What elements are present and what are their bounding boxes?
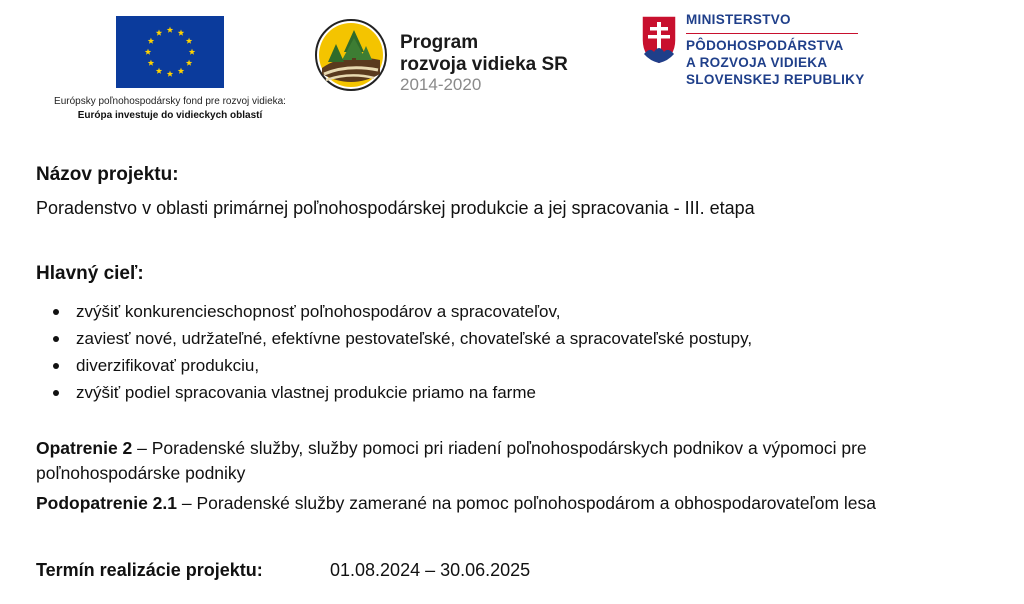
term-value: 01.08.2024 – 30.06.2025 — [330, 560, 531, 580]
measure-label: Opatrenie 2 — [36, 438, 133, 458]
prv-title-line2: rozvoja vidieka SR — [400, 54, 568, 75]
project-name: Poradenstvo v oblasti primárnej poľnohospodárskej produkcie a jej spracovania - III. etapa — [36, 198, 755, 218]
eu-star-icon — [156, 30, 162, 36]
eu-stars-icon — [116, 16, 224, 88]
term-label: Termín realizácie projektu: — [36, 560, 263, 580]
eu-star-icon — [178, 30, 184, 36]
eu-star-icon — [167, 27, 173, 33]
goal-text: diverzifikovať produkciu, — [76, 356, 260, 375]
logo-header — [0, 0, 1024, 130]
goal-list — [36, 298, 752, 406]
eu-flag-logo — [116, 16, 224, 88]
eu-star-icon — [156, 68, 162, 74]
eu-star-icon — [189, 49, 195, 55]
project-term — [36, 560, 531, 581]
eu-star-icon — [148, 38, 154, 44]
bullet-icon — [53, 390, 59, 396]
bullet-icon — [53, 336, 59, 342]
list-item — [36, 352, 752, 379]
list-item — [36, 298, 752, 325]
goal-text: zvýšiť konkurencieschopnosť poľnohospodárov a spracovateľov, — [76, 302, 561, 321]
eu-star-icon — [178, 68, 184, 74]
ministry-line4: SLOVENSKEJ REPUBLIKY — [686, 72, 865, 87]
ministry-line1: MINISTERSTVO — [686, 12, 791, 27]
submeasure-label: Podopatrenie 2.1 — [36, 493, 178, 513]
slovak-coat-of-arms-icon — [640, 14, 678, 66]
project-name-label: Názov projektu: — [36, 164, 179, 185]
measure-paragraph — [36, 436, 996, 486]
eu-star-icon — [186, 60, 192, 66]
ministry-line2: PÔDOHOSPODÁRSTVA — [686, 38, 844, 53]
bullet-icon — [53, 309, 59, 315]
main-goal-label: Hlavný cieľ: — [36, 263, 144, 284]
prv-logo-icon — [314, 18, 388, 92]
goal-text: zaviesť nové, udržateľné, efektívne pestovateľské, chovateľské a spracovateľské postupy, — [76, 329, 753, 348]
eu-star-icon — [167, 71, 173, 77]
prv-title-line1: Program — [400, 32, 479, 53]
eu-caption-line2: Európa investuje do vidieckych oblastí — [77, 110, 263, 121]
submeasure-text: – Poradenské služby zamerané na pomoc poľnohospodárom a obhospodarovateľom lesa — [177, 493, 876, 513]
ministry-divider — [686, 33, 858, 34]
list-item — [36, 325, 752, 352]
goal-text: zvýšiť podiel spracovania vlastnej produkcie priamo na farme — [76, 383, 536, 402]
prv-years: 2014-2020 — [400, 75, 482, 94]
ministry-line3: A ROZVOJA VIDIEKA — [686, 55, 828, 70]
submeasure-paragraph — [36, 493, 996, 514]
measure-text: – Poradenské služby, služby pomoci pri riadení poľnohospodárskych podnikov a výpomoci pre poľnohospodárske podniky — [36, 438, 867, 483]
eu-caption-line1: Európsky poľnohospodársky fond pre rozvoj vidieka: — [54, 96, 286, 107]
eu-star-icon — [145, 49, 151, 55]
eu-star-icon — [186, 38, 192, 44]
list-item — [36, 379, 752, 406]
eu-star-icon — [148, 60, 154, 66]
bullet-icon — [53, 363, 59, 369]
